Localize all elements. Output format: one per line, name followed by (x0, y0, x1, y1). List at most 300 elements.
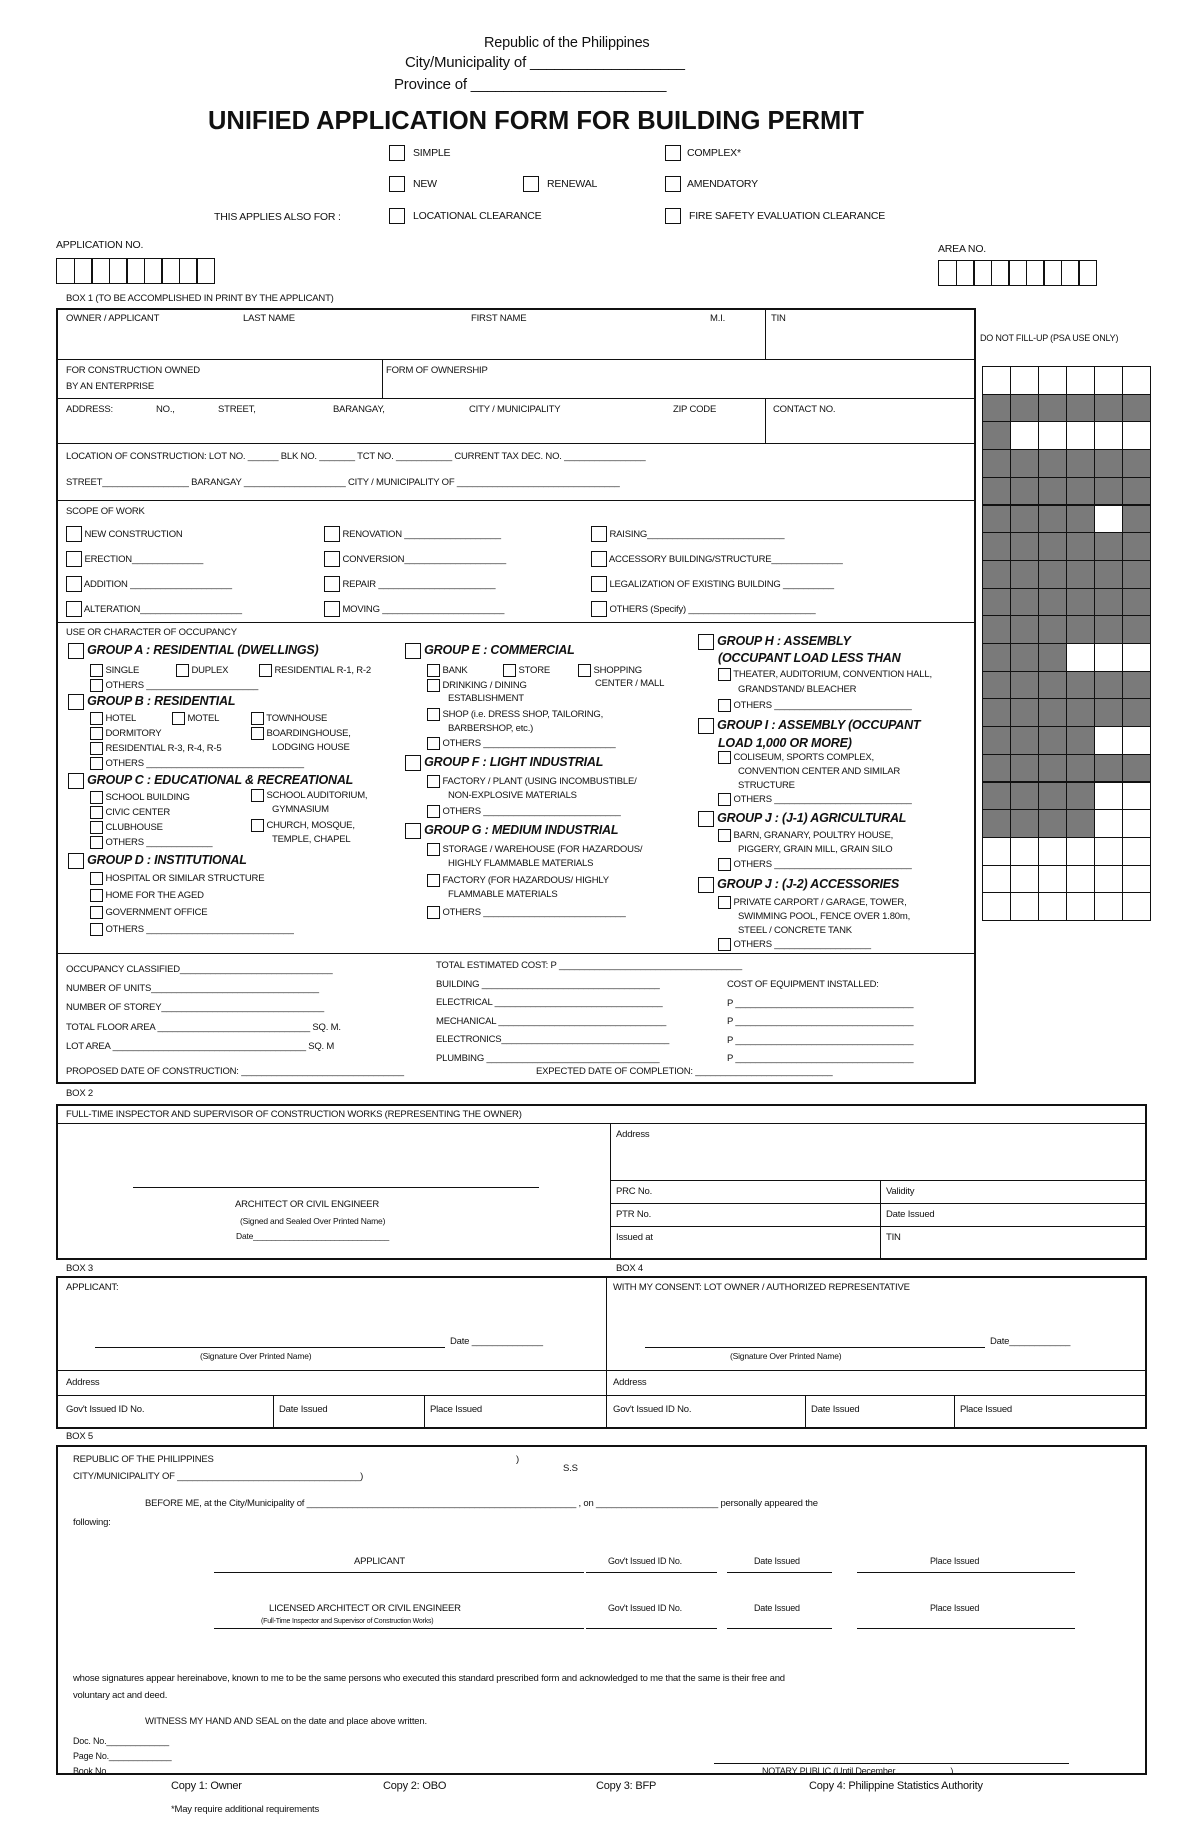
psa-cell (1122, 615, 1151, 644)
box3-govid-label[interactable]: Gov't Issued ID No. (66, 1404, 145, 1415)
b-townhouse[interactable]: TOWNHOUSE (251, 712, 327, 725)
psa-cell (982, 643, 1011, 672)
psa-cell (1066, 394, 1095, 423)
a-residential[interactable]: RESIDENTIAL R-1, R-2 (259, 664, 371, 677)
details-col-1 (66, 960, 341, 1056)
h-others[interactable]: OTHERS ___________________________ (718, 699, 912, 712)
psa-cell (982, 449, 1011, 478)
doc-no-field[interactable]: Doc. No._____________ (73, 1736, 169, 1746)
psa-cell (1038, 809, 1067, 838)
psa-cell (982, 837, 1011, 866)
psa-cell (1122, 837, 1151, 866)
notary-date-2[interactable]: Date Issued (754, 1603, 800, 1613)
building-cost-field[interactable]: BUILDING ___________________________________ (436, 978, 660, 990)
floor-area-field[interactable]: TOTAL FLOOR AREA ______________________________ SQ. M. (66, 1021, 341, 1033)
psa-cell (1038, 449, 1067, 478)
psa-cell (1094, 588, 1123, 617)
psa-cell (1094, 865, 1123, 894)
psa-cell (982, 671, 1011, 700)
psa-cell (1094, 366, 1123, 395)
complex-option[interactable]: COMPLEX* (665, 145, 741, 161)
psa-cell (1094, 532, 1123, 561)
amendatory-option[interactable]: AMENDATORY (665, 176, 758, 192)
j1-pig: PIGGERY, GRAIN MILL, GRAIN SILO (738, 844, 893, 855)
equipment-p-2[interactable]: P ___________________________________ (727, 1016, 914, 1027)
simple-option[interactable]: SIMPLE (389, 145, 450, 161)
notary-architect-label[interactable]: LICENSED ARCHITECT OR CIVIL ENGINEER (269, 1603, 461, 1614)
psa-cell (1066, 560, 1095, 589)
j1-others[interactable]: OTHERS ___________________________ (718, 858, 912, 871)
psa-cell (1094, 671, 1123, 700)
scope-item[interactable]: NEW CONSTRUCTION (66, 522, 242, 547)
box3-date-field[interactable]: Date ______________ (450, 1336, 543, 1347)
area-no-label: AREA NO. (938, 243, 986, 255)
psa-cell (1038, 532, 1067, 561)
j1-barn[interactable]: BARN, GRANARY, POULTRY HOUSE, (718, 829, 893, 842)
renewal-option[interactable]: RENEWAL (523, 176, 597, 192)
total-cost-field[interactable]: TOTAL ESTIMATED COST: P ____________________________________ (436, 960, 742, 971)
psa-cell (1066, 809, 1095, 838)
group-f[interactable]: GROUP F : LIGHT INDUSTRIAL (405, 755, 603, 771)
psa-cell (982, 865, 1011, 894)
j2-priv[interactable]: PRIVATE CARPORT / GARAGE, TOWER, (718, 896, 907, 909)
psa-cell (982, 366, 1011, 395)
units-field[interactable]: NUMBER OF UNITS_________________________________ (66, 983, 319, 995)
scope-col-3 (591, 522, 843, 622)
psa-cell (1122, 588, 1151, 617)
c-others[interactable]: OTHERS _____________ (90, 836, 212, 849)
c-church[interactable]: CHURCH, MOSQUE, (251, 819, 355, 832)
simple-checkbox[interactable] (389, 145, 405, 161)
psa-cell (1066, 837, 1095, 866)
e-others[interactable]: OTHERS __________________________ (427, 737, 615, 750)
psa-cell (1010, 532, 1039, 561)
complex-checkbox[interactable] (665, 145, 681, 161)
c-club[interactable]: CLUBHOUSE (90, 821, 163, 834)
occupancy-title: USE OR CHARACTER OF OCCUPANCY (66, 627, 237, 638)
psa-cell (1038, 477, 1067, 506)
psa-cell (1066, 865, 1095, 894)
psa-cell (1010, 615, 1039, 644)
ptr-date-label[interactable]: Date Issued (886, 1209, 935, 1220)
psa-cell (1094, 892, 1123, 921)
notary-place-1[interactable]: Place Issued (930, 1556, 980, 1566)
psa-cell (1094, 615, 1123, 644)
psa-cell (1038, 505, 1067, 534)
c-school[interactable]: SCHOOL BUILDING (90, 791, 190, 804)
psa-cell (1010, 421, 1039, 450)
psa-cell (1122, 449, 1151, 478)
e-barber: BARBERSHOP, etc.) (448, 723, 534, 734)
box2-title: FULL-TIME INSPECTOR AND SUPERVISOR OF CONSTRUCTION WORKS (REPRESENTING THE OWNER) (66, 1109, 522, 1120)
box2-date-field[interactable]: Date______________________________ (236, 1231, 389, 1241)
lot-area-field[interactable]: LOT AREA ______________________________________ SQ. M (66, 1040, 335, 1052)
psa-cell (1038, 560, 1067, 589)
group-a[interactable]: GROUP A : RESIDENTIAL (DWELLINGS) (68, 643, 319, 659)
last-name-label: LAST NAME (243, 313, 295, 324)
group-g[interactable]: GROUP G : MEDIUM INDUSTRIAL (405, 823, 618, 839)
psa-cell (1094, 809, 1123, 838)
g-storage[interactable]: STORAGE / WAREHOUSE (FOR HAZARDOUS/ (427, 843, 642, 856)
e-store[interactable]: STORE (503, 664, 550, 677)
scope-col-2 (324, 522, 506, 622)
c-aud[interactable]: SCHOOL AUDITORIUM, (251, 789, 367, 802)
copy-1: Copy 1: Owner (171, 1780, 242, 1792)
psa-cell (1122, 892, 1151, 921)
architect-label: ARCHITECT OR CIVIL ENGINEER (235, 1199, 379, 1210)
f-others[interactable]: OTHERS ___________________________ (427, 805, 621, 818)
scope-item[interactable]: RAISING___________________________ (591, 522, 843, 547)
psa-cell (1010, 726, 1039, 755)
scope-item[interactable]: OTHERS (Specify) _________________________ (591, 597, 843, 622)
group-b[interactable]: GROUP B : RESIDENTIAL (68, 694, 235, 710)
psa-cell (1010, 782, 1039, 811)
box5-ss: S.S (563, 1463, 578, 1474)
box3-sig-label: (Signature Over Printed Name) (200, 1351, 312, 1361)
application-no-boxes[interactable] (56, 258, 214, 284)
i-sub: LOAD 1,000 OR MORE) (718, 736, 852, 750)
box1-label: BOX 1 (TO BE ACCOMPLISHED IN PRINT BY THE APPLICANT) (66, 293, 334, 304)
g-high: HIGHLY FLAMMABLE MATERIALS (448, 858, 594, 869)
electronics-cost-field[interactable]: ELECTRONICS_________________________________ (436, 1034, 670, 1045)
box2-address-label: Address (616, 1129, 650, 1140)
a-duplex[interactable]: DUPLEX (176, 664, 228, 677)
psa-cell (982, 809, 1011, 838)
scope-item[interactable]: LEGALIZATION OF EXISTING BUILDING __________ (591, 572, 843, 597)
contact-label: CONTACT NO. (773, 404, 836, 415)
box4-label: BOX 4 (616, 1263, 643, 1274)
psa-cell (1038, 394, 1067, 423)
occupancy-classified-field[interactable]: OCCUPANCY CLASSIFIED______________________________ (66, 964, 333, 975)
street-line[interactable]: STREET_________________ BARANGAY ____________________ CITY / MUNICIPALITY OF ________________________________ (66, 477, 620, 488)
i-others[interactable]: OTHERS ___________________________ (718, 793, 912, 806)
e-shop[interactable]: SHOP (i.e. DRESS SHOP, TAILORING, (427, 708, 603, 721)
address-no-label: NO., (156, 404, 175, 415)
psa-cell (1094, 643, 1123, 672)
box5-before-line[interactable]: BEFORE ME, at the City/Municipality of _____________________________________________________ , on ________________________ personally appeared the (145, 1498, 818, 1509)
electrical-cost-field[interactable]: ELECTRICAL _________________________________ (436, 997, 663, 1008)
book-no-field[interactable]: Book No._____________ (73, 1767, 171, 1775)
form-title: UNIFIED APPLICATION FORM FOR BUILDING PERMIT (208, 107, 864, 135)
psa-cell (982, 782, 1011, 811)
psa-cell (1010, 837, 1039, 866)
locational-checkbox[interactable] (389, 208, 405, 224)
f-factory[interactable]: FACTORY / PLANT (USING INCOMBUSTIBLE/ (427, 775, 637, 788)
fire-safety-option[interactable]: FIRE SAFETY EVALUATION CLEARANCE (665, 208, 885, 224)
psa-cell (1066, 505, 1095, 534)
psa-cell (1122, 394, 1151, 423)
scope-item[interactable]: ACCESSORY BUILDING/STRUCTURE______________ (591, 547, 843, 572)
notary-govid-1[interactable]: Gov't Issued ID No. (608, 1556, 682, 1566)
box5-whose-text: whose signatures appear hereinabove, known to me to be the same persons who executed this standard prescribed form and acknowledged to me that the same is their free and (73, 1673, 785, 1684)
psa-cell (1094, 394, 1123, 423)
j2-others[interactable]: OTHERS ___________________ (718, 938, 871, 951)
scope-col-1 (66, 522, 242, 622)
psa-cell (1038, 671, 1067, 700)
equipment-p-3[interactable]: P ___________________________________ (727, 1034, 914, 1046)
psa-cell (1094, 782, 1123, 811)
plumbing-cost-field[interactable]: PLUMBING __________________________________ (436, 1052, 660, 1064)
e-drink[interactable]: DRINKING / DINING (427, 679, 527, 692)
psa-cell (982, 892, 1011, 921)
location-line[interactable]: LOCATION OF CONSTRUCTION: LOT NO. ______ BLK NO. _______ TCT NO. ___________ CURRENT TAX DEC. NO. ________________ (66, 451, 646, 462)
storey-field[interactable]: NUMBER OF STOREY________________________________ (66, 1002, 325, 1014)
psa-cell (1066, 532, 1095, 561)
scope-item[interactable]: ERECTION______________ (66, 547, 242, 572)
box5-following: following: (73, 1517, 111, 1528)
equipment-p-1[interactable]: P ___________________________________ (727, 997, 914, 1009)
application-no-label: APPLICATION NO. (56, 239, 144, 251)
psa-cell (1094, 698, 1123, 727)
group-i[interactable]: GROUP I : ASSEMBLY (OCCUPANT (698, 718, 920, 734)
box4-sig-label: (Signature Over Printed Name) (730, 1351, 842, 1361)
psa-cell (1094, 477, 1123, 506)
address-barangay-label: BARANGAY, (333, 404, 385, 415)
box2-frame (56, 1104, 1147, 1260)
box3-place-label[interactable]: Place Issued (430, 1404, 482, 1415)
psa-cell (1066, 782, 1095, 811)
psa-cell (1122, 421, 1151, 450)
psa-cell (1038, 754, 1067, 783)
group-c[interactable]: GROUP C : EDUCATIONAL & RECREATIONAL (68, 773, 353, 789)
mechanical-cost-field[interactable]: MECHANICAL _________________________________ (436, 1015, 667, 1027)
c-civic[interactable]: CIVIC CENTER (90, 806, 170, 819)
psa-cell (1066, 421, 1095, 450)
psa-cell (1094, 754, 1123, 783)
footer-note: *May require additional requirements (171, 1804, 320, 1815)
locational-option[interactable]: LOCATIONAL CLEARANCE (389, 208, 541, 224)
psa-cell (1094, 449, 1123, 478)
notary-public-label: NOTARY PUBLIC (Until December ___________) (762, 1767, 954, 1775)
b-res[interactable]: RESIDENTIAL R-3, R-4, R-5 (90, 742, 222, 755)
psa-cell (1010, 449, 1039, 478)
psa-cell (1094, 505, 1123, 534)
city-line[interactable]: City/Municipality of ___________________ (405, 54, 685, 71)
psa-cell (1010, 892, 1039, 921)
scope-item[interactable]: CONVERSION____________________ (324, 547, 506, 572)
address-city-label: CITY / MUNICIPALITY (469, 404, 561, 415)
b-hotel[interactable]: HOTEL (90, 712, 136, 725)
psa-cell (1010, 809, 1039, 838)
b-others[interactable]: OTHERS _______________________________ (90, 757, 304, 770)
group-j1[interactable]: GROUP J : (J-1) AGRICULTURAL (698, 811, 906, 827)
proposed-date-field[interactable]: PROPOSED DATE OF CONSTRUCTION: ________________________________ (66, 1066, 404, 1077)
psa-cell (1038, 782, 1067, 811)
psa-cell (1010, 394, 1039, 423)
box4-address-label[interactable]: Address (613, 1377, 647, 1388)
box3-date-issued-label[interactable]: Date Issued (279, 1404, 328, 1415)
psa-cell (1038, 726, 1067, 755)
owner-name-field[interactable] (58, 324, 763, 358)
owner-label: OWNER / APPLICANT (66, 313, 160, 324)
group-d[interactable]: GROUP D : INSTITUTIONAL (68, 853, 247, 869)
address-street-label: STREET, (218, 404, 256, 415)
c-temple: TEMPLE, CHAPEL (272, 834, 351, 845)
g-factory[interactable]: FACTORY (FOR HAZARDOUS/ HIGHLY (427, 874, 609, 887)
i-struct: STRUCTURE (738, 780, 795, 791)
psa-cell (1066, 726, 1095, 755)
fire-safety-checkbox[interactable] (665, 208, 681, 224)
box4-place-label[interactable]: Place Issued (960, 1404, 1012, 1415)
psa-cell (982, 421, 1011, 450)
equipment-p-4[interactable]: P ___________________________________ (727, 1053, 914, 1064)
psa-cell (1066, 477, 1095, 506)
notary-architect-sub: (Full-Time Inspector and Supervisor of Construction Works) (261, 1618, 434, 1625)
h-sub: (OCCUPANT LOAD LESS THAN (718, 651, 901, 665)
box3-label: BOX 3 (66, 1263, 93, 1274)
scope-item[interactable]: ALTERATION____________________ (66, 597, 242, 622)
copy-4: Copy 4: Philippine Statistics Authority (809, 1780, 983, 1792)
a-others[interactable]: OTHERS ______________________ (90, 679, 258, 692)
b-motel[interactable]: MOTEL (172, 712, 219, 725)
psa-cell (1066, 698, 1095, 727)
h-theater[interactable]: THEATER, AUDITORIUM, CONVENTION HALL, (718, 668, 932, 681)
box4-date-issued-label[interactable]: Date Issued (811, 1404, 860, 1415)
box5-republic: REPUBLIC OF THE PHILIPPINES (73, 1454, 214, 1465)
psa-cell (1010, 560, 1039, 589)
group-h[interactable]: GROUP H : ASSEMBLY (698, 634, 851, 650)
province-line[interactable]: Province of ________________________ (394, 76, 667, 93)
psa-cell (982, 754, 1011, 783)
psa-cell (1122, 505, 1151, 534)
box5-paren: ) (516, 1454, 519, 1465)
e-estab: ESTABLISHMENT (448, 693, 524, 704)
psa-cell (1122, 698, 1151, 727)
box3-address-label[interactable]: Address (66, 1377, 100, 1388)
b-lodging: LODGING HOUSE (272, 742, 350, 753)
scope-item[interactable]: ADDITION ____________________ (66, 572, 242, 597)
c-gym: GYMNASIUM (272, 804, 329, 815)
notary-date-1[interactable]: Date Issued (754, 1556, 800, 1566)
psa-cell (1066, 449, 1095, 478)
notary-govid-2[interactable]: Gov't Issued ID No. (608, 1603, 682, 1613)
form-ownership-label: FORM OF OWNERSHIP (386, 365, 488, 376)
psa-cell (1010, 477, 1039, 506)
e-mall: CENTER / MALL (595, 678, 665, 689)
box4-date-field[interactable]: Date____________ (990, 1336, 1071, 1347)
e-shopping[interactable]: SHOPPING (578, 664, 642, 677)
psa-cell (1038, 366, 1067, 395)
page-no-field[interactable]: Page No._____________ (73, 1751, 172, 1761)
d-others[interactable]: OTHERS _____________________________ (90, 923, 294, 936)
psa-cell (1038, 588, 1067, 617)
signed-label: (Signed and Sealed Over Printed Name) (240, 1216, 386, 1226)
psa-cell (1122, 782, 1151, 811)
box5-city-field[interactable]: CITY/MUNICIPALITY OF ____________________________________) (73, 1471, 364, 1482)
scope-item[interactable]: REPAIR _______________________ (324, 572, 506, 597)
psa-cell (982, 532, 1011, 561)
scope-title: SCOPE OF WORK (66, 506, 145, 517)
area-no-boxes[interactable] (938, 260, 1096, 286)
tin-label: TIN (771, 313, 786, 324)
psa-cell (1010, 671, 1039, 700)
f-non: NON-EXPLOSIVE MATERIALS (448, 790, 577, 801)
e-bank[interactable]: BANK (427, 664, 468, 677)
renewal-checkbox[interactable] (523, 176, 539, 192)
applies-also-label: THIS APPLIES ALSO FOR : (214, 211, 341, 223)
psa-cell (982, 698, 1011, 727)
group-j2[interactable]: GROUP J : (J-2) ACCESSORIES (698, 877, 899, 893)
new-option[interactable]: NEW (389, 176, 437, 192)
new-checkbox[interactable] (389, 176, 405, 192)
g-flam: FLAMMABLE MATERIALS (448, 889, 558, 900)
box5-voluntary-text: voluntary act and deed. (73, 1690, 168, 1701)
psa-cell (1010, 505, 1039, 534)
psa-cell (1122, 726, 1151, 755)
copy-2: Copy 2: OBO (383, 1780, 447, 1792)
psa-cell (982, 726, 1011, 755)
scope-item[interactable]: MOVING ________________________ (324, 597, 506, 622)
psa-cell (1094, 421, 1123, 450)
expected-date-field[interactable]: EXPECTED DATE OF COMPLETION: ___________________________ (536, 1066, 833, 1077)
psa-cell (1010, 698, 1039, 727)
i-conv: CONVENTION CENTER AND SIMILAR (738, 766, 901, 777)
validity-label[interactable]: Validity (886, 1186, 915, 1197)
psa-cell (1066, 588, 1095, 617)
psa-cell (982, 477, 1011, 506)
psa-cell (1094, 560, 1123, 589)
box4-govid-label[interactable]: Gov't Issued ID No. (613, 1404, 692, 1415)
psa-cell (1038, 615, 1067, 644)
box4-consent-label: WITH MY CONSENT: LOT OWNER / AUTHORIZED REPRESENTATIVE (613, 1282, 910, 1293)
equipment-label: COST OF EQUIPMENT INSTALLED: (727, 979, 879, 990)
psa-cell (1122, 643, 1151, 672)
psa-cell (1066, 643, 1095, 672)
psa-cell (1010, 754, 1039, 783)
notary-place-2[interactable]: Place Issued (930, 1603, 980, 1613)
d-hosp[interactable]: HOSPITAL OR SIMILAR STRUCTURE (90, 872, 264, 885)
psa-cell (1038, 421, 1067, 450)
group-e[interactable]: GROUP E : COMMERCIAL (405, 643, 575, 659)
psa-cell (1038, 643, 1067, 672)
issued-at-label[interactable]: Issued at (616, 1232, 653, 1243)
psa-cell (1038, 837, 1067, 866)
psa-cell (1066, 366, 1095, 395)
mi-label: M.I. (710, 313, 726, 324)
republic-header: Republic of the Philippines (484, 35, 650, 51)
psa-cell (1010, 366, 1039, 395)
box5-witness-text: WITNESS MY HAND AND SEAL on the date and place above written. (145, 1716, 427, 1727)
copy-3: Copy 3: BFP (596, 1780, 657, 1792)
address-label: ADDRESS: (66, 404, 113, 415)
notary-applicant-label[interactable]: APPLICANT (354, 1556, 405, 1567)
box3-applicant-label: APPLICANT: (66, 1282, 119, 1293)
prc-label[interactable]: PRC No. (616, 1186, 653, 1197)
psa-cell (1066, 671, 1095, 700)
box2-tin-label[interactable]: TIN (886, 1232, 901, 1243)
psa-cell (1122, 671, 1151, 700)
a-single[interactable]: SINGLE (90, 664, 139, 677)
psa-cell (982, 588, 1011, 617)
b-board[interactable]: BOARDINGHOUSE, (251, 727, 351, 740)
j2-steel: STEEL / CONCRETE TANK (738, 925, 852, 936)
details-col-3 (727, 976, 913, 1069)
details-col-2 (436, 957, 742, 1068)
d-home[interactable]: HOME FOR THE AGED (90, 889, 204, 902)
amendatory-checkbox[interactable] (665, 176, 681, 192)
psa-cell (1122, 560, 1151, 589)
scope-item[interactable]: RENOVATION ___________________ (324, 522, 506, 547)
d-gov[interactable]: GOVERNMENT OFFICE (90, 906, 207, 919)
i-col[interactable]: COLISEUM, SPORTS COMPLEX, (718, 751, 874, 764)
ptr-label[interactable]: PTR No. (616, 1209, 652, 1220)
psa-grid (982, 366, 1150, 921)
j2-pool: SWIMMING POOL, FENCE OVER 1.80m, (738, 911, 911, 922)
psa-cell (1122, 809, 1151, 838)
b-dorm[interactable]: DORMITORY (90, 727, 161, 740)
box2-label: BOX 2 (66, 1088, 93, 1099)
g-others[interactable]: OTHERS ____________________________ (427, 906, 626, 919)
